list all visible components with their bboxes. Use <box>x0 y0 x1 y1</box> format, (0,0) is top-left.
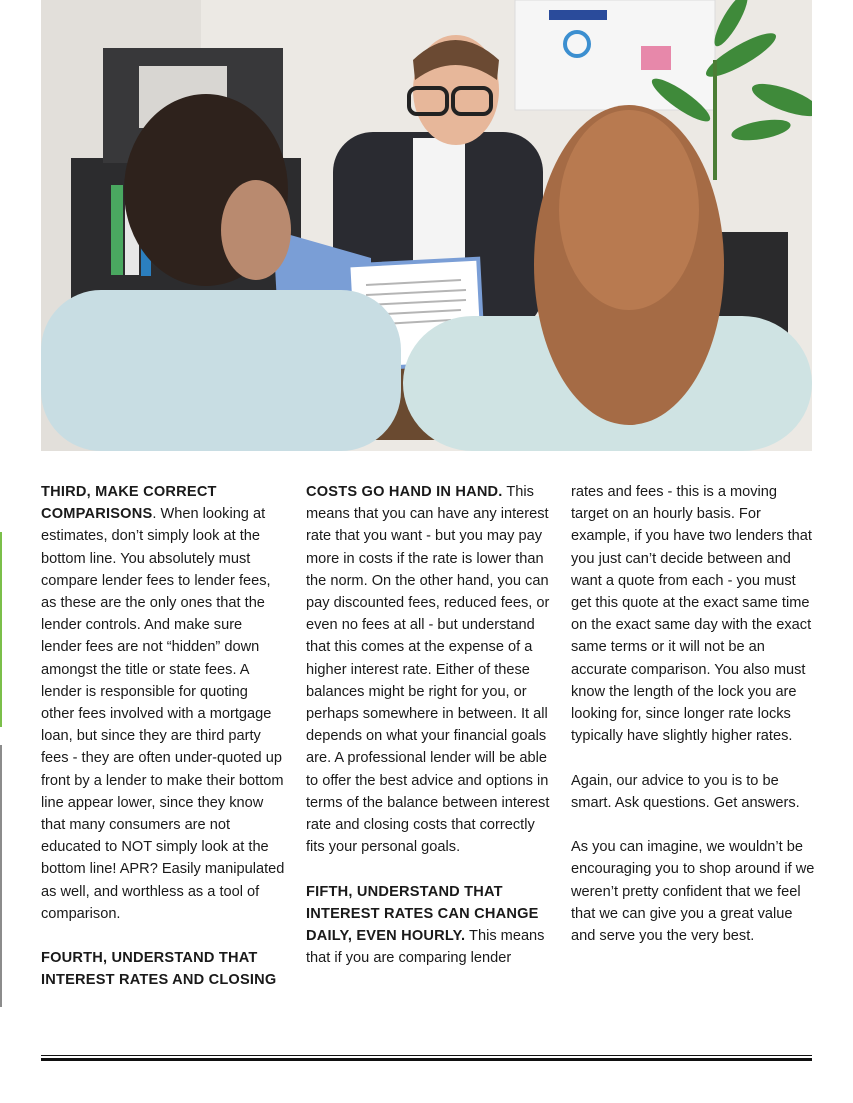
edge-accent-gray <box>0 745 2 1007</box>
paragraph-rates <box>571 481 815 747</box>
paragraph-closing <box>571 836 815 947</box>
paragraph-fourth <box>41 947 285 991</box>
text-costs: This means that you can have any interest rate that you want - but you may pay more in costs if the rate is lower than the norm. On the other hand, you can pay discounted fees, reduced fees, or even no fees at all - but understand that this comes at the expense of a higher interest rate. Either of these balances might be right for you, or perhaps somewhere in between. It all depends on what your financial goals are. A professional lender will be able to offer the best advice and options in terms of the balance between interest rate and closing costs that correctly fits your personal goals. <box>306 484 550 856</box>
footer-rule-thick <box>41 1058 812 1061</box>
edge-accent-green <box>0 532 2 727</box>
footer-rule-thin <box>41 1055 812 1056</box>
paragraph-costs <box>306 481 550 858</box>
heading-costs: COSTS GO HAND IN HAND. <box>306 484 503 500</box>
text-fifth: This means that if you are comparing lender <box>306 928 545 967</box>
text-third: . When looking at estimates, don’t simply look at the bottom line. You absolutely must compare lender fees to lender fees, as these are the only ones that the lender controls. And make sure lender fees are not “hidden” down amongst the title or state fees. A lender is responsible for quoting other fees involved with a mortgage loan, but since they are third party fees - they are often under-quoted up front by a lender to make their bottom line appear lower, since they know that many consumers are not educated to NOT simply look at the bottom line! APR? Easily manipulated as well, and worthless as a tool of comparison. <box>41 506 285 922</box>
text-rates: rates and fees - this is a moving target on an hourly basis. For example, if you have two lenders that you just can’t decide between and want a quote from each - you must get this quote at the exact same time on the exact same day with the exact same terms or it will not be an accurate comparison. You also must know the length of the lock you are looking for, since longer rate locks typically have slightly higher rates. <box>571 484 812 745</box>
office-meeting-photo-icon <box>41 0 812 451</box>
column-2 <box>306 481 550 969</box>
paragraph-advice <box>571 770 815 814</box>
paragraph-fifth <box>306 881 550 970</box>
text-advice: Again, our advice to you is to be smart. Ask questions. Get answers. <box>571 772 800 811</box>
text-closing: As you can imagine, we wouldn’t be encouraging you to shop around if we weren’t pretty confident that we feel that we can give you a great value and serve you the very best. <box>571 839 815 945</box>
column-1 <box>41 481 285 992</box>
heading-fourth: FOURTH, UNDERSTAND THAT INTEREST RATES AND CLOSING <box>41 950 277 989</box>
heading-third: THIRD, MAKE CORRECT COMPARISONS <box>41 484 217 523</box>
heading-fifth: FIFTH, UNDERSTAND THAT INTEREST RATES CAN CHANGE DAILY, EVEN HOURLY. <box>306 883 539 945</box>
paragraph-third <box>41 481 285 925</box>
column-3 <box>571 481 815 947</box>
meeting-photo <box>41 0 812 451</box>
